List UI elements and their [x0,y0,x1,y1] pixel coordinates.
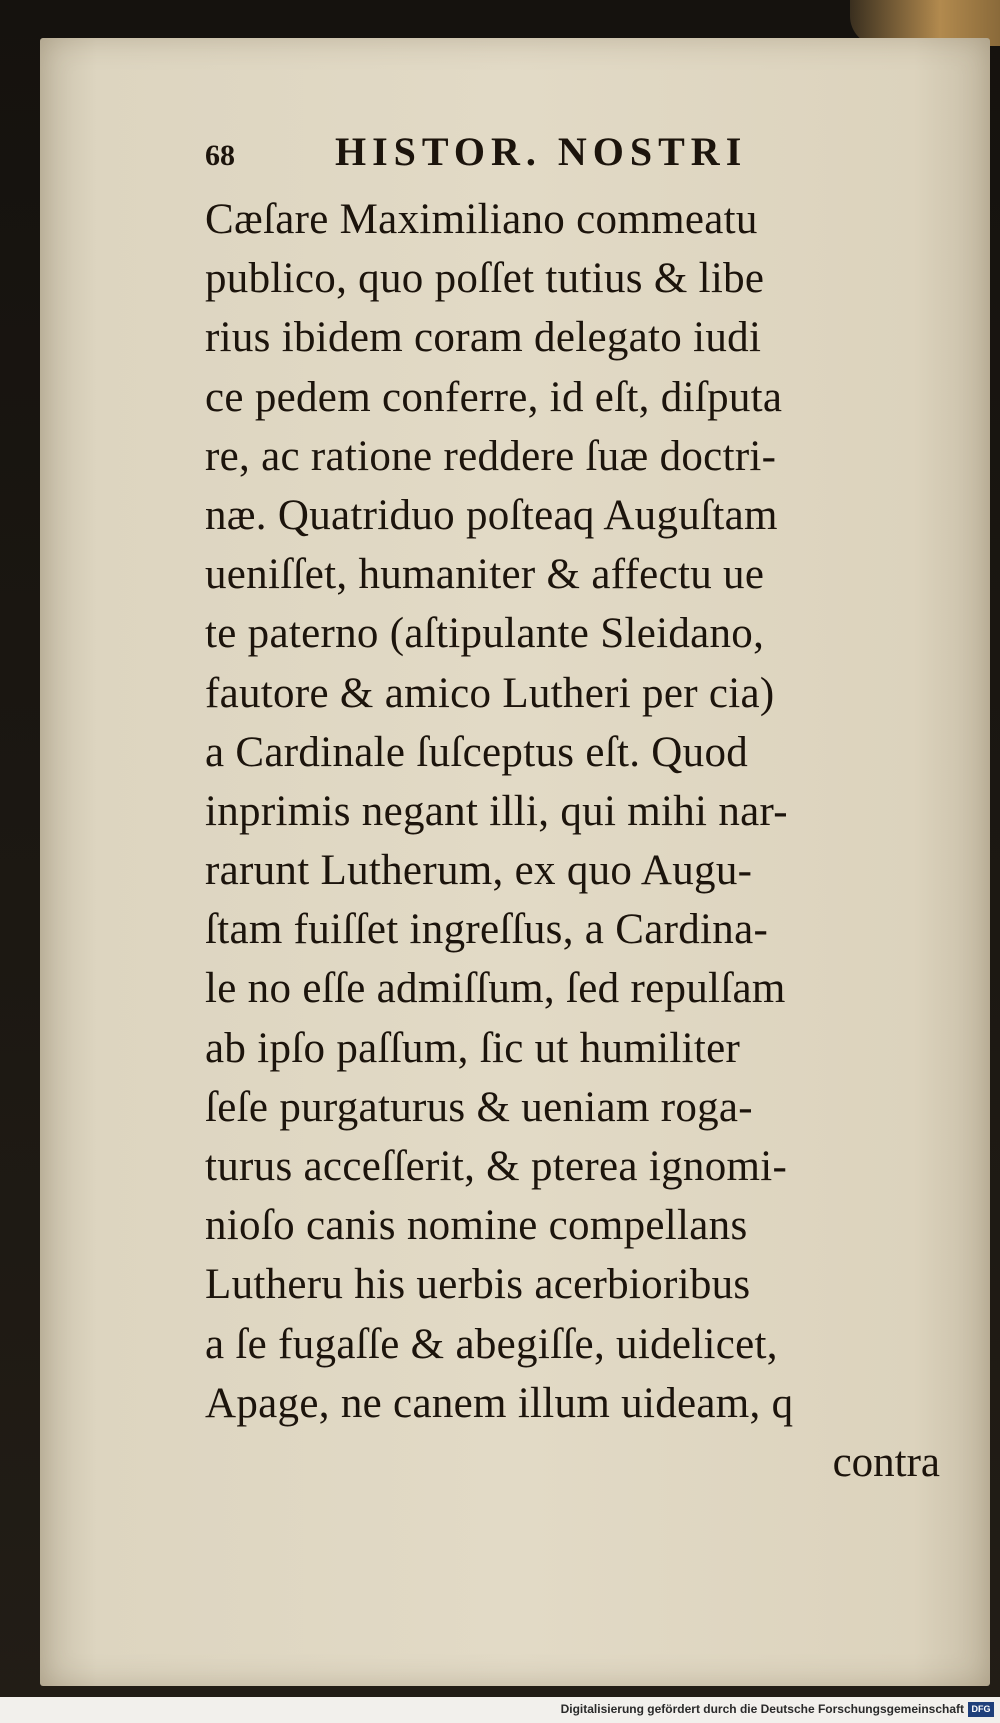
text-line: ſeſe purgaturus & ueniam roga- [205,1083,753,1131]
text-line: re, ac ratione reddere ſuæ doctri- [205,432,777,480]
book-page [40,38,990,1686]
text-line: inprimis negant illi, qui mihi nar- [205,787,788,835]
text-line: publico, quo poſſet tutius & libe [205,255,765,303]
text-line: a ſe fugaſſe & abegiſſe, uidelicet, [205,1320,778,1368]
text-line: Apage, ne canem illum uideam, q [205,1379,794,1427]
catchword: contra [832,1438,940,1486]
text-line: rius ibidem coram delegato iudi [205,314,762,362]
text-block [205,128,940,1492]
text-line: Cæſare Maximiliano commeatu [205,196,758,243]
text-line: ueniſſet, humaniter & affectu ue [205,551,765,599]
text-line: a Cardinale ſuſceptus eſt. Quod [205,728,749,776]
running-head-title: HISTOR. NOSTRI [335,129,748,174]
text-line: Lutheru his uerbis acerbioribus [205,1261,751,1309]
text-line: ce pedem conferre, id eſt, diſputa [205,373,783,421]
text-line: ab ipſo paſſum, ſic ut humiliter [205,1024,741,1072]
footer-credit: Digitalisierung gefördert durch die Deutsche Forschungsgemeinschaft [560,1702,964,1716]
page-number: 68 [205,139,235,172]
running-head [205,128,940,190]
text-lines [205,190,940,1433]
text-line: nioſo canis nomine compellans [205,1202,748,1250]
text-line: turus acceſſerit, & pterea ignomi- [205,1143,788,1190]
text-line: ſtam fuiſſet ingreſſus, a Cardina- [205,906,769,954]
text-line: le no eſſe admiſſum, ſed repulſam [205,965,786,1013]
text-line: te paterno (aſtipulante Sleidano, [205,610,765,658]
text-line: næ. Quatriduo poſteaq Auguſtam [205,491,778,539]
footer-bar [0,1697,1000,1723]
text-line: fautore & amico Lutheri per cia) [205,669,775,717]
text-line: rarunt Lutherum, ex quo Augu- [205,847,753,895]
dfg-logo-icon: DFG [968,1702,994,1717]
